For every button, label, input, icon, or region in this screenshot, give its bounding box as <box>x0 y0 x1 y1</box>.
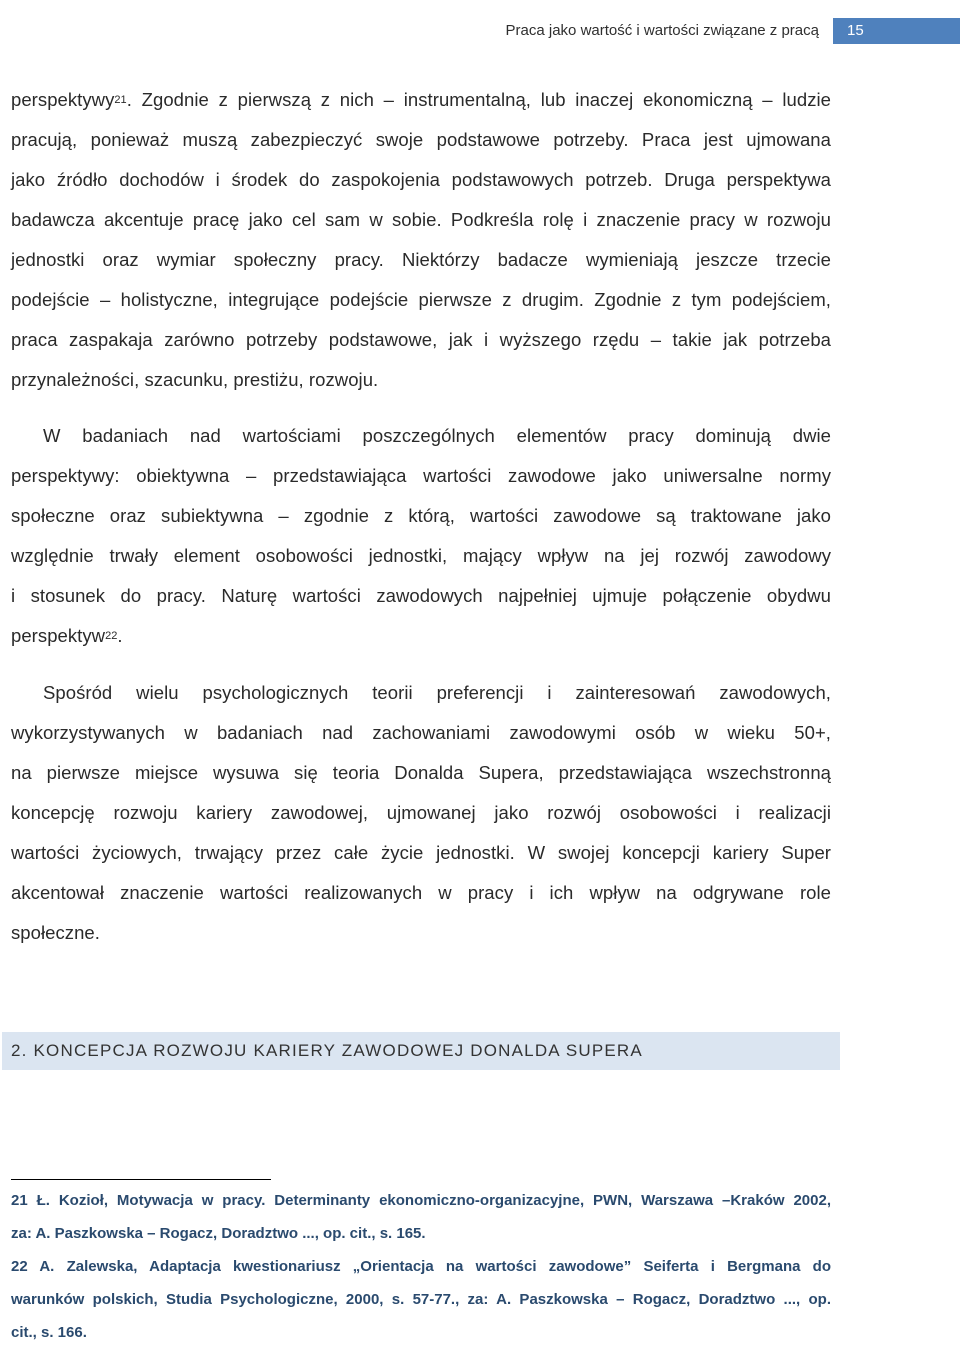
section-heading: 2. KONCEPCJA ROZWOJU KARIERY ZAWODOWEJ DONALDA SUPERA <box>11 1041 643 1060</box>
paragraph-line: jednostki oraz wymiar społeczny pracy. Niektórzy badacze wymieniają jeszcze trzecie <box>11 249 831 270</box>
paragraph-line <box>11 80 831 120</box>
page-number-box <box>833 18 960 44</box>
paragraph-line: wartości życiowych, trwający przez całe życie jednostki. W swojej koncepcji kariery Super <box>11 842 831 863</box>
paragraph-1 <box>11 80 831 400</box>
paragraph-line: badawcza akcentuje pracę jako cel sam w sobie. Podkreśla rolę i znaczenie pracy w rozwoju <box>11 209 831 230</box>
paragraph-line: koncepcję rozwoju kariery zawodowej, ujmowanej jako rozwój osobowości i realizacji <box>11 802 831 823</box>
footnote-22-line: warunków polskich, Studia Psychologiczne, 2000, s. 57-77., za: A. Paszkowska – Rogacz, Doradztwo ..., op. <box>11 1291 831 1308</box>
paragraph-line: i stosunek do pracy. Naturę wartości zawodowych najpełniej ujmuje połączenie obydwu <box>11 585 831 606</box>
text-span: . <box>117 625 123 646</box>
paragraph-line: społeczne oraz subiektywna – zgodnie z którą, wartości zawodowe są traktowane jako <box>11 505 831 526</box>
paragraph-line: podejście – holistyczne, integrujące podejście pierwsze z drugim. Zgodnie z tym podejściem, <box>11 289 831 310</box>
footnote-ref-22[interactable]: 22 <box>105 630 118 642</box>
paragraph-line: przynależności, szacunku, prestiżu, rozwoju. <box>11 369 379 390</box>
paragraph-line: Spośród wielu psychologicznych teorii preferencji i zainteresowań zawodowych, <box>43 682 831 703</box>
paragraph-line: względnie trwały element osobowości jednostki, mający wpływ na jej rozwój zawodowy <box>11 545 831 566</box>
text-span: perspektywy <box>11 89 115 110</box>
paragraph-line: akcentował znaczenie wartości realizowanych w pracy i ich wpływ na odgrywane role <box>11 882 831 903</box>
paragraph-line: wykorzystywanych w badaniach nad zachowaniami zawodowymi osób w wieku 50+, <box>11 722 831 743</box>
paragraph-line: społeczne. <box>11 922 100 943</box>
paragraph-line: perspektywy: obiektywna – przedstawiająca wartości zawodowe jako uniwersalne normy <box>11 465 831 486</box>
footnote-21-line: za: A. Paszkowska – Rogacz, Doradztwo ..., op. cit., s. 165. <box>11 1225 426 1242</box>
page-header <box>0 18 960 46</box>
paragraph-2 <box>11 416 831 656</box>
paragraph-line: na pierwsze miejsce wysuwa się teoria Donalda Supera, przedstawiająca wszechstronną <box>11 762 831 783</box>
footnote-separator <box>11 1179 271 1180</box>
paragraph-line: pracują, ponieważ muszą zabezpieczyć swoje podstawowe potrzeby. Praca jest ujmowana <box>11 129 831 150</box>
paragraph-line: jako źródło dochodów i środek do zaspokojenia podstawowych potrzeb. Druga perspektywa <box>11 169 831 190</box>
paragraph-line: praca zaspakaja zarówno potrzeby podstawowe, jak i wyższego rzędu – takie jak potrzeba <box>11 329 831 350</box>
paragraph-3 <box>11 673 831 953</box>
section-heading-bar <box>2 1032 840 1070</box>
running-title: Praca jako wartość i wartości związane z pracą <box>505 22 819 39</box>
text-span: perspektyw <box>11 625 106 646</box>
text-span: . Zgodnie z pierwszą z nich – instrumentalną, lub inaczej ekonomiczną – ludzie <box>126 89 831 110</box>
paragraph-line: W badaniach nad wartościami poszczególnych elementów pracy dominują dwie <box>43 425 831 446</box>
footnote-22-line: cit., s. 166. <box>11 1324 87 1341</box>
page-number: 15 <box>847 22 864 39</box>
footnote-ref-21[interactable]: 21 <box>114 94 127 106</box>
footnotes <box>11 1184 831 1349</box>
footnote-21-line: 21 Ł. Kozioł, Motywacja w pracy. Determinanty ekonomiczno-organizacyjne, PWN, Warszawa –Kraków 2002, <box>11 1192 831 1209</box>
footnote-22-line: 22 A. Zalewska, Adaptacja kwestionariusz „Orientacja na wartości zawodowe” Seiferta i Bergmana do <box>11 1258 831 1275</box>
paragraph-line <box>11 616 831 656</box>
